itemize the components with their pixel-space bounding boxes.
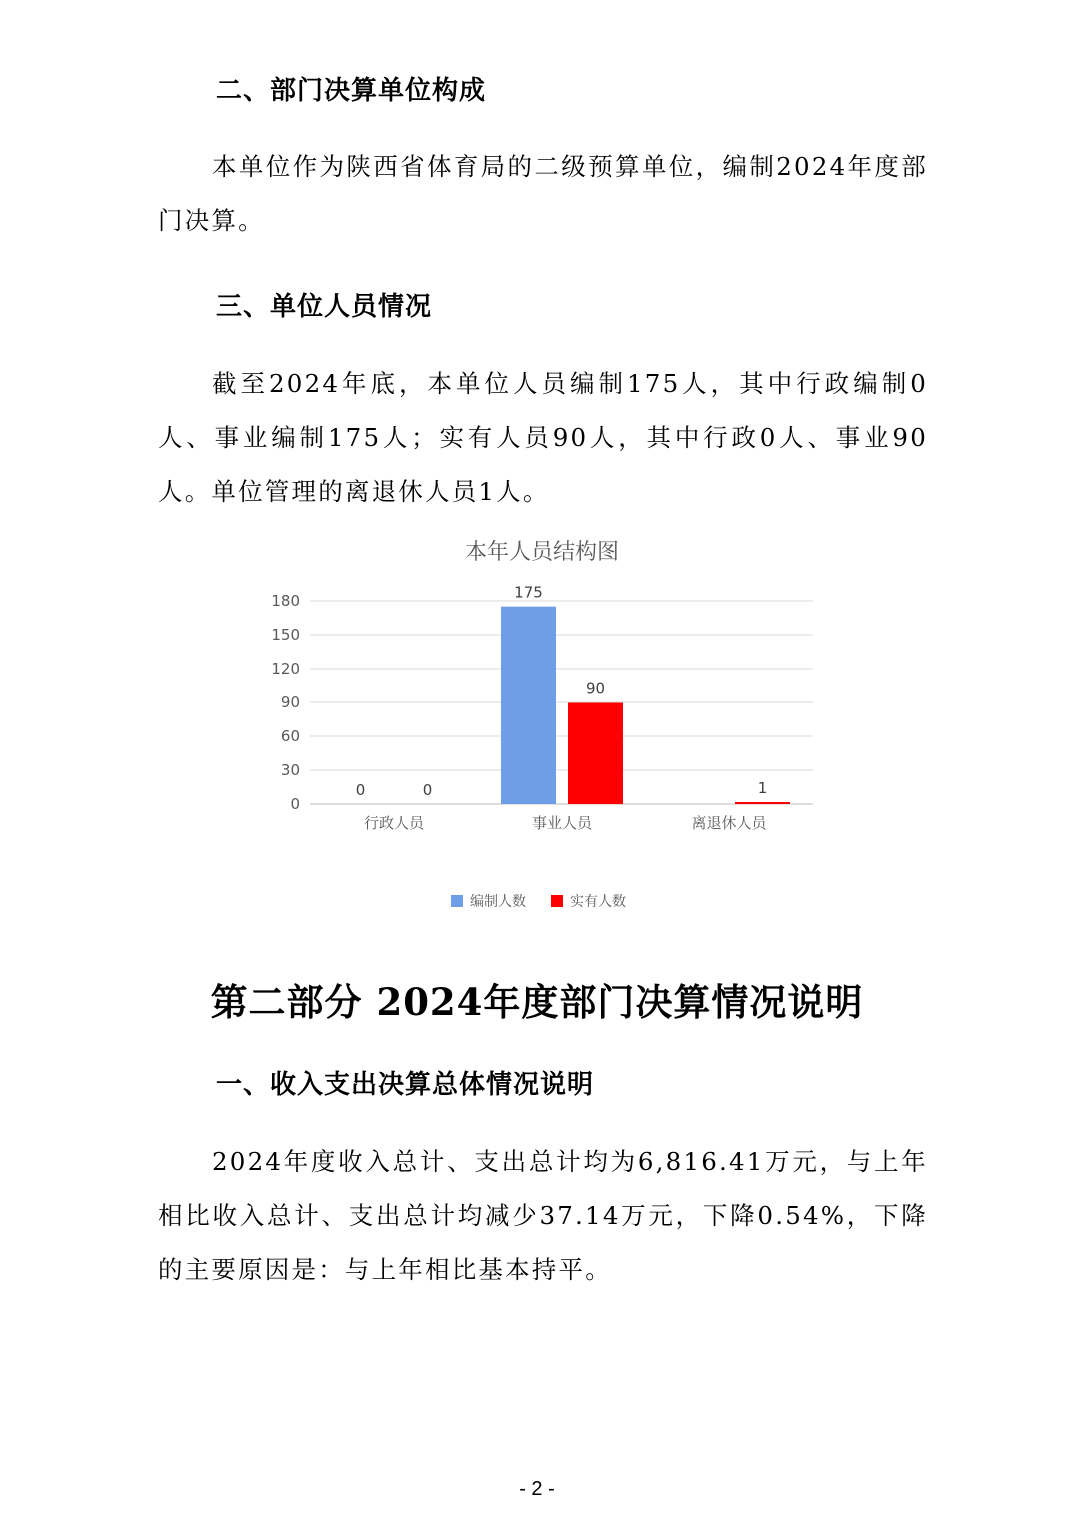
bar-value-label: 175 bbox=[514, 583, 543, 602]
x-tick-label: 离退休人员 bbox=[691, 814, 767, 832]
bar-actual-2 bbox=[735, 802, 790, 804]
x-tick-label: 行政人员 bbox=[363, 814, 425, 832]
y-tick-label: 30 bbox=[280, 761, 300, 779]
part-2-section-1-body: 2024年度收入总计、支出总计均为6,816.41万元，与上年相比收入总计、支出总计均减少37.14万元，下降0.54%，下降的主要原因是：与上年相比基本持平。 bbox=[158, 1147, 928, 1284]
chart-title: 本年人员结构图 bbox=[464, 540, 620, 565]
chart-bars bbox=[356, 584, 790, 804]
bar-actual-1 bbox=[568, 703, 623, 805]
legend-swatch-planned bbox=[451, 895, 463, 907]
x-tick-label: 事业人员 bbox=[531, 814, 593, 832]
y-tick-label: 180 bbox=[271, 592, 300, 610]
x-axis-labels bbox=[364, 814, 768, 832]
y-tick-label: 60 bbox=[280, 727, 300, 745]
section-3-body: 截至2024年底，本单位人员编制175人，其中行政编制0人、事业编制175人；实有人员90人，其中行政0人、事业90人。单位管理的离退休人员1人。 bbox=[158, 369, 928, 506]
y-tick-label: 120 bbox=[271, 660, 300, 678]
section-2-body: 本单位作为陕西省体育局的二级预算单位，编制2024年度部门决算。 bbox=[158, 152, 928, 235]
bar-value-label: 90 bbox=[585, 679, 606, 698]
legend-label-planned: 编制人数 bbox=[470, 894, 526, 910]
legend-label-actual: 实有人数 bbox=[570, 894, 626, 910]
part-2-title: 第二部分 2024年度部门决算情况说明 bbox=[210, 980, 864, 1024]
y-tick-label: 150 bbox=[271, 626, 300, 644]
section-2-heading: 二、部门决算单位构成 bbox=[216, 76, 487, 106]
chart-legend bbox=[451, 893, 626, 910]
y-tick-label: 0 bbox=[290, 795, 300, 813]
y-tick-label: 90 bbox=[280, 693, 300, 711]
bar-value-label: 1 bbox=[757, 779, 768, 797]
legend-swatch-actual bbox=[551, 895, 563, 907]
y-axis-ticks bbox=[271, 592, 300, 813]
staff-structure-chart bbox=[250, 528, 840, 923]
part-2-section-1-heading: 一、收入支出决算总体情况说明 bbox=[216, 1070, 595, 1100]
bar-planned-1 bbox=[501, 607, 556, 804]
page-number: - 2 - bbox=[519, 1478, 555, 1500]
bar-value-label: 0 bbox=[422, 781, 433, 799]
section-3-heading: 三、单位人员情况 bbox=[216, 292, 433, 322]
y-gridlines bbox=[310, 601, 813, 804]
bar-value-label: 0 bbox=[355, 781, 366, 799]
